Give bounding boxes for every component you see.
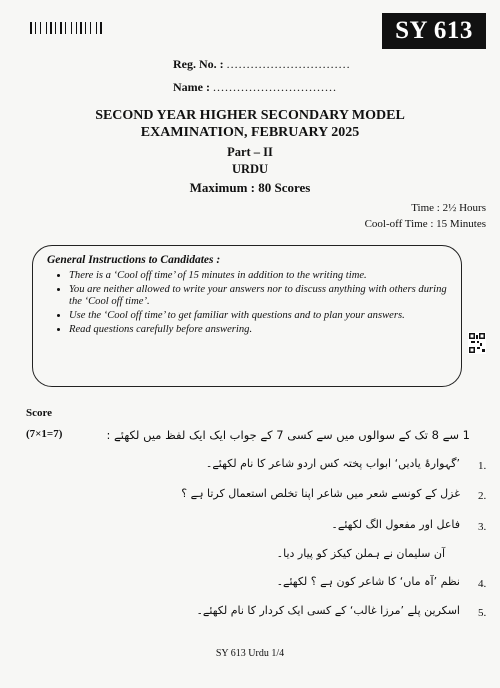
question-number: 4. [478, 578, 487, 590]
maximum-score: Maximum : 80 Scores [189, 180, 311, 195]
instruction-item: • Use the ‘Cool off time’ to get familiar with questions and to plan your answers. [69, 310, 447, 322]
barcode [30, 22, 120, 34]
question-text: ’گہوارۂ یادیں‘ ابواب پختہ کس اردو شاعر کا نام لکھئے۔ [205, 457, 460, 470]
question-main: 1 سے 8 تک کے سوالوں میں سے کسی 7 کے جواب ایک ایک لفظ میں لکھئے : [106, 428, 470, 442]
instruction-item: • Read questions carefully before answering. [69, 324, 447, 336]
part-label: Part – II [227, 145, 273, 159]
question-number: 3. [478, 521, 487, 533]
instruction-item: • You are neither allowed to write your answers nor to discuss anything with others during the ‘Cool off time’. [69, 284, 447, 308]
instruction-item: • There is a ‘Cool off time’ of 15 minutes in addition to the writing time. [69, 270, 447, 282]
subject-label: URDU [231, 162, 269, 176]
name-label: Name : [173, 80, 210, 94]
reg-no-field [173, 57, 351, 72]
name-dots: ............................... [212, 80, 337, 94]
question-text: اسکرین پلے ’مرزا غالب‘ کے کسی ایک کردار کا نام لکھئے۔ [196, 604, 460, 617]
instructions-title: General Instructions to Candidates : [47, 254, 221, 266]
instructions-list [47, 270, 447, 336]
question-text: غزل کے کونسے شعر میں شاعر اپنا تخلص استعمال کرتا ہے ؟ [181, 487, 460, 500]
score-marks: (7×1=7) [26, 428, 63, 440]
question-text: فاعل اور مفعول الگ لکھئے۔ [331, 518, 460, 531]
reg-no-label: Reg. No. : [173, 57, 224, 71]
name-field [173, 80, 337, 95]
cool-off-label: Cool-off Time : 15 Minutes [364, 218, 486, 230]
paper-code-badge: SY 613 [382, 13, 486, 49]
qr-code-icon [468, 332, 486, 354]
question-sentence: آن سلیمان نے ہملن کیکز کو پیار دیا۔ [276, 547, 445, 560]
exam-title-line1: SECOND YEAR HIGHER SECONDARY MODEL [95, 108, 405, 123]
question-text: نظم ’آہ ماں‘ کا شاعر کون ہے ؟ لکھئے۔ [276, 575, 460, 588]
reg-no-dots: ............................... [226, 57, 351, 71]
question-number: 5. [478, 607, 487, 619]
exam-title-line2: EXAMINATION, FEBRUARY 2025 [140, 125, 360, 140]
score-heading: Score [26, 407, 53, 419]
instructions-box [32, 245, 462, 387]
time-label: Time : 2½ Hours [411, 202, 486, 214]
page-footer: SY 613 Urdu 1/4 [215, 648, 285, 659]
question-number: 1. [478, 460, 487, 472]
question-number: 2. [478, 490, 487, 502]
